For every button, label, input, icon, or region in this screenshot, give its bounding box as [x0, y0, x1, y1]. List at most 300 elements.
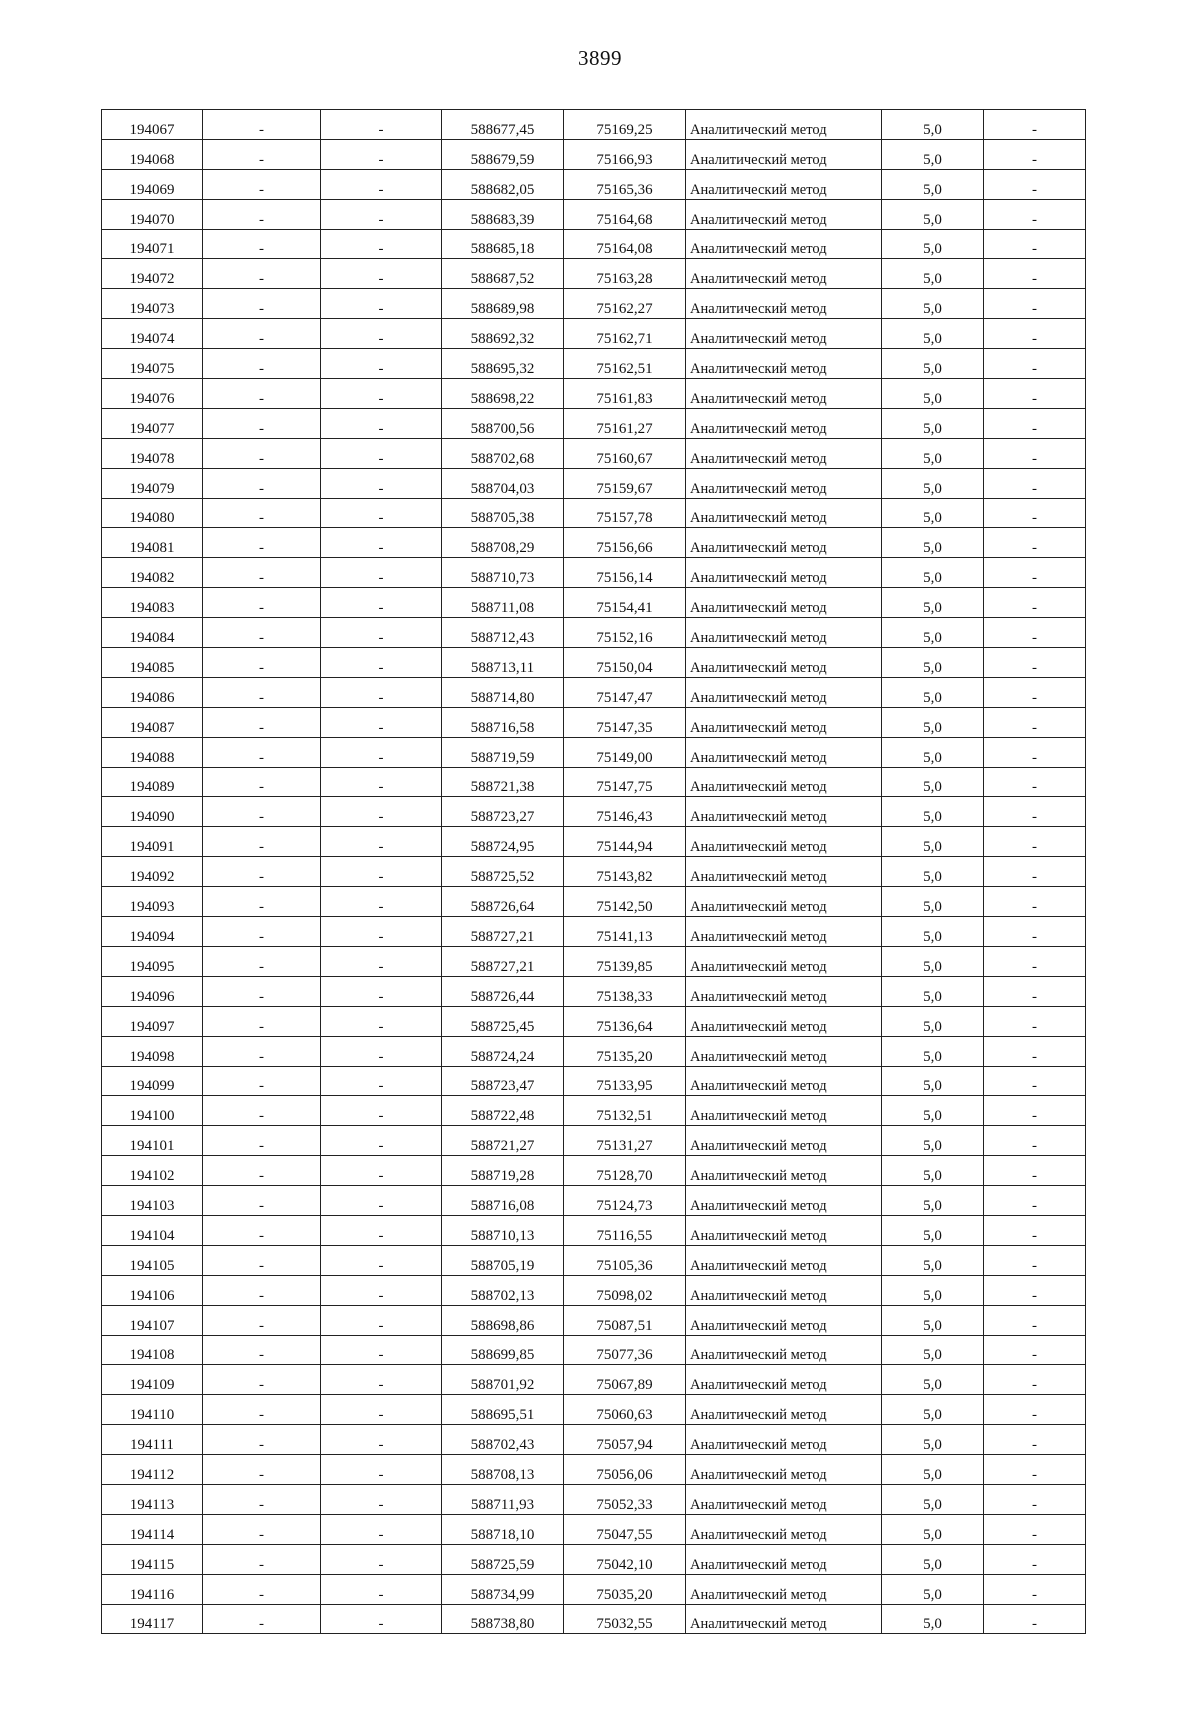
table-row [102, 827, 1086, 857]
y-coordinate-cell: 75152,16 [564, 618, 686, 648]
old-x-cell: - [203, 438, 321, 468]
table-row [102, 319, 1086, 349]
old-y-cell: - [321, 139, 442, 169]
description-cell: - [984, 767, 1086, 797]
description-cell: - [984, 1514, 1086, 1544]
old-x-cell: - [203, 528, 321, 558]
old-y-cell: - [321, 259, 442, 289]
x-coordinate-cell: 588722,48 [442, 1096, 564, 1126]
method-cell: Аналитический метод [686, 259, 882, 289]
x-coordinate-cell: 588712,43 [442, 618, 564, 648]
table-row [102, 1425, 1086, 1455]
old-y-cell: - [321, 199, 442, 229]
accuracy-cell: 5,0 [882, 767, 984, 797]
y-coordinate-cell: 75056,06 [564, 1455, 686, 1485]
y-coordinate-cell: 75160,67 [564, 438, 686, 468]
accuracy-cell: 5,0 [882, 1395, 984, 1425]
description-cell: - [984, 319, 1086, 349]
table-row [102, 408, 1086, 438]
x-coordinate-cell: 588714,80 [442, 677, 564, 707]
y-coordinate-cell: 75164,68 [564, 199, 686, 229]
accuracy-cell: 5,0 [882, 1335, 984, 1365]
accuracy-cell: 5,0 [882, 707, 984, 737]
description-cell: - [984, 1305, 1086, 1335]
y-coordinate-cell: 75052,33 [564, 1484, 686, 1514]
y-coordinate-cell: 75166,93 [564, 139, 686, 169]
y-coordinate-cell: 75128,70 [564, 1156, 686, 1186]
description-cell: - [984, 498, 1086, 528]
table-row [102, 1484, 1086, 1514]
x-coordinate-cell: 588723,47 [442, 1066, 564, 1096]
method-cell: Аналитический метод [686, 1335, 882, 1365]
method-cell: Аналитический метод [686, 887, 882, 917]
table-row [102, 1544, 1086, 1574]
y-coordinate-cell: 75136,64 [564, 1006, 686, 1036]
old-x-cell: - [203, 677, 321, 707]
old-y-cell: - [321, 767, 442, 797]
point-number-cell: 194070 [102, 199, 203, 229]
description-cell: - [984, 289, 1086, 319]
table-row [102, 976, 1086, 1006]
description-cell: - [984, 707, 1086, 737]
old-y-cell: - [321, 528, 442, 558]
description-cell: - [984, 797, 1086, 827]
old-y-cell: - [321, 648, 442, 678]
point-number-cell: 194079 [102, 468, 203, 498]
method-cell: Аналитический метод [686, 319, 882, 349]
y-coordinate-cell: 75105,36 [564, 1245, 686, 1275]
old-y-cell: - [321, 468, 442, 498]
table-row [102, 1604, 1086, 1634]
method-cell: Аналитический метод [686, 1126, 882, 1156]
old-x-cell: - [203, 498, 321, 528]
accuracy-cell: 5,0 [882, 618, 984, 648]
accuracy-cell: 5,0 [882, 677, 984, 707]
y-coordinate-cell: 75164,08 [564, 229, 686, 259]
x-coordinate-cell: 588710,13 [442, 1215, 564, 1245]
method-cell: Аналитический метод [686, 498, 882, 528]
x-coordinate-cell: 588698,22 [442, 379, 564, 409]
old-y-cell: - [321, 558, 442, 588]
point-number-cell: 194077 [102, 408, 203, 438]
old-x-cell: - [203, 199, 321, 229]
method-cell: Аналитический метод [686, 1245, 882, 1275]
table-row [102, 887, 1086, 917]
accuracy-cell: 5,0 [882, 289, 984, 319]
method-cell: Аналитический метод [686, 229, 882, 259]
accuracy-cell: 5,0 [882, 797, 984, 827]
point-number-cell: 194074 [102, 319, 203, 349]
x-coordinate-cell: 588716,08 [442, 1186, 564, 1216]
old-y-cell: - [321, 1484, 442, 1514]
method-cell: Аналитический метод [686, 648, 882, 678]
description-cell: - [984, 1484, 1086, 1514]
old-y-cell: - [321, 1215, 442, 1245]
old-y-cell: - [321, 289, 442, 319]
method-cell: Аналитический метод [686, 827, 882, 857]
table-row [102, 139, 1086, 169]
table-row [102, 289, 1086, 319]
description-cell: - [984, 946, 1086, 976]
old-x-cell: - [203, 408, 321, 438]
point-number-cell: 194106 [102, 1275, 203, 1305]
method-cell: Аналитический метод [686, 797, 882, 827]
description-cell: - [984, 737, 1086, 767]
point-number-cell: 194109 [102, 1365, 203, 1395]
x-coordinate-cell: 588698,86 [442, 1305, 564, 1335]
method-cell: Аналитический метод [686, 1186, 882, 1216]
description-cell: - [984, 1455, 1086, 1485]
old-y-cell: - [321, 618, 442, 648]
x-coordinate-cell: 588724,95 [442, 827, 564, 857]
y-coordinate-cell: 75132,51 [564, 1096, 686, 1126]
accuracy-cell: 5,0 [882, 1126, 984, 1156]
accuracy-cell: 5,0 [882, 1186, 984, 1216]
old-x-cell: - [203, 1395, 321, 1425]
description-cell: - [984, 1574, 1086, 1604]
accuracy-cell: 5,0 [882, 1604, 984, 1634]
point-number-cell: 194069 [102, 169, 203, 199]
point-number-cell: 194088 [102, 737, 203, 767]
y-coordinate-cell: 75165,36 [564, 169, 686, 199]
description-cell: - [984, 1066, 1086, 1096]
point-number-cell: 194082 [102, 558, 203, 588]
table-row [102, 588, 1086, 618]
description-cell: - [984, 1096, 1086, 1126]
old-y-cell: - [321, 946, 442, 976]
point-number-cell: 194096 [102, 976, 203, 1006]
old-x-cell: - [203, 1275, 321, 1305]
y-coordinate-cell: 75077,36 [564, 1335, 686, 1365]
y-coordinate-cell: 75131,27 [564, 1126, 686, 1156]
point-number-cell: 194072 [102, 259, 203, 289]
description-cell: - [984, 468, 1086, 498]
point-number-cell: 194081 [102, 528, 203, 558]
description-cell: - [984, 976, 1086, 1006]
point-number-cell: 194080 [102, 498, 203, 528]
table-row [102, 1215, 1086, 1245]
y-coordinate-cell: 75154,41 [564, 588, 686, 618]
point-number-cell: 194110 [102, 1395, 203, 1425]
accuracy-cell: 5,0 [882, 737, 984, 767]
table-row [102, 1275, 1086, 1305]
y-coordinate-cell: 75163,28 [564, 259, 686, 289]
description-cell: - [984, 677, 1086, 707]
old-x-cell: - [203, 259, 321, 289]
point-number-cell: 194071 [102, 229, 203, 259]
method-cell: Аналитический метод [686, 1604, 882, 1634]
point-number-cell: 194116 [102, 1574, 203, 1604]
point-number-cell: 194098 [102, 1036, 203, 1066]
x-coordinate-cell: 588713,11 [442, 648, 564, 678]
method-cell: Аналитический метод [686, 588, 882, 618]
old-y-cell: - [321, 349, 442, 379]
old-y-cell: - [321, 1574, 442, 1604]
accuracy-cell: 5,0 [882, 259, 984, 289]
x-coordinate-cell: 588708,29 [442, 528, 564, 558]
point-number-cell: 194093 [102, 887, 203, 917]
method-cell: Аналитический метод [686, 1395, 882, 1425]
method-cell: Аналитический метод [686, 1484, 882, 1514]
x-coordinate-cell: 588716,58 [442, 707, 564, 737]
old-x-cell: - [203, 1126, 321, 1156]
old-x-cell: - [203, 1096, 321, 1126]
accuracy-cell: 5,0 [882, 1455, 984, 1485]
old-y-cell: - [321, 976, 442, 1006]
point-number-cell: 194068 [102, 139, 203, 169]
old-x-cell: - [203, 857, 321, 887]
old-y-cell: - [321, 379, 442, 409]
method-cell: Аналитический метод [686, 289, 882, 319]
old-x-cell: - [203, 1604, 321, 1634]
x-coordinate-cell: 588695,32 [442, 349, 564, 379]
x-coordinate-cell: 588702,68 [442, 438, 564, 468]
old-y-cell: - [321, 917, 442, 947]
page-number: 3899 [578, 46, 622, 70]
description-cell: - [984, 1215, 1086, 1245]
point-number-cell: 194095 [102, 946, 203, 976]
x-coordinate-cell: 588719,59 [442, 737, 564, 767]
method-cell: Аналитический метод [686, 1275, 882, 1305]
table-row [102, 199, 1086, 229]
point-number-cell: 194090 [102, 797, 203, 827]
point-number-cell: 194076 [102, 379, 203, 409]
table-row [102, 707, 1086, 737]
accuracy-cell: 5,0 [882, 1544, 984, 1574]
method-cell: Аналитический метод [686, 379, 882, 409]
old-x-cell: - [203, 229, 321, 259]
table-row [102, 1574, 1086, 1604]
old-y-cell: - [321, 1096, 442, 1126]
description-cell: - [984, 229, 1086, 259]
method-cell: Аналитический метод [686, 737, 882, 767]
y-coordinate-cell: 75150,04 [564, 648, 686, 678]
old-x-cell: - [203, 110, 321, 140]
x-coordinate-cell: 588687,52 [442, 259, 564, 289]
method-cell: Аналитический метод [686, 1215, 882, 1245]
accuracy-cell: 5,0 [882, 169, 984, 199]
table-row [102, 1335, 1086, 1365]
table-row [102, 379, 1086, 409]
point-number-cell: 194087 [102, 707, 203, 737]
point-number-cell: 194085 [102, 648, 203, 678]
x-coordinate-cell: 588738,80 [442, 1604, 564, 1634]
old-x-cell: - [203, 349, 321, 379]
description-cell: - [984, 1126, 1086, 1156]
accuracy-cell: 5,0 [882, 379, 984, 409]
old-x-cell: - [203, 767, 321, 797]
table-row [102, 618, 1086, 648]
table-row [102, 1066, 1086, 1096]
old-y-cell: - [321, 707, 442, 737]
old-y-cell: - [321, 887, 442, 917]
x-coordinate-cell: 588705,38 [442, 498, 564, 528]
accuracy-cell: 5,0 [882, 199, 984, 229]
method-cell: Аналитический метод [686, 139, 882, 169]
y-coordinate-cell: 75067,89 [564, 1365, 686, 1395]
description-cell: - [984, 1275, 1086, 1305]
accuracy-cell: 5,0 [882, 1066, 984, 1096]
accuracy-cell: 5,0 [882, 1425, 984, 1455]
y-coordinate-cell: 75147,75 [564, 767, 686, 797]
method-cell: Аналитический метод [686, 468, 882, 498]
description-cell: - [984, 1425, 1086, 1455]
table-row [102, 498, 1086, 528]
y-coordinate-cell: 75159,67 [564, 468, 686, 498]
x-coordinate-cell: 588692,32 [442, 319, 564, 349]
x-coordinate-cell: 588726,44 [442, 976, 564, 1006]
old-y-cell: - [321, 1156, 442, 1186]
point-number-cell: 194097 [102, 1006, 203, 1036]
accuracy-cell: 5,0 [882, 1006, 984, 1036]
x-coordinate-cell: 588719,28 [442, 1156, 564, 1186]
accuracy-cell: 5,0 [882, 438, 984, 468]
method-cell: Аналитический метод [686, 1514, 882, 1544]
accuracy-cell: 5,0 [882, 1156, 984, 1186]
accuracy-cell: 5,0 [882, 1036, 984, 1066]
table-row [102, 1156, 1086, 1186]
accuracy-cell: 5,0 [882, 648, 984, 678]
x-coordinate-cell: 588702,13 [442, 1275, 564, 1305]
y-coordinate-cell: 75156,14 [564, 558, 686, 588]
description-cell: - [984, 618, 1086, 648]
point-number-cell: 194092 [102, 857, 203, 887]
description-cell: - [984, 528, 1086, 558]
point-number-cell: 194067 [102, 110, 203, 140]
point-number-cell: 194078 [102, 438, 203, 468]
old-x-cell: - [203, 618, 321, 648]
method-cell: Аналитический метод [686, 767, 882, 797]
y-coordinate-cell: 75157,78 [564, 498, 686, 528]
accuracy-cell: 5,0 [882, 1365, 984, 1395]
description-cell: - [984, 259, 1086, 289]
old-x-cell: - [203, 1544, 321, 1574]
table-row [102, 1365, 1086, 1395]
description-cell: - [984, 1186, 1086, 1216]
old-y-cell: - [321, 857, 442, 887]
description-cell: - [984, 110, 1086, 140]
x-coordinate-cell: 588710,73 [442, 558, 564, 588]
old-y-cell: - [321, 588, 442, 618]
description-cell: - [984, 139, 1086, 169]
x-coordinate-cell: 588725,59 [442, 1544, 564, 1574]
accuracy-cell: 5,0 [882, 1245, 984, 1275]
accuracy-cell: 5,0 [882, 468, 984, 498]
point-number-cell: 194108 [102, 1335, 203, 1365]
old-x-cell: - [203, 1215, 321, 1245]
accuracy-cell: 5,0 [882, 917, 984, 947]
table-row [102, 1186, 1086, 1216]
x-coordinate-cell: 588734,99 [442, 1574, 564, 1604]
method-cell: Аналитический метод [686, 169, 882, 199]
point-number-cell: 194105 [102, 1245, 203, 1275]
y-coordinate-cell: 75124,73 [564, 1186, 686, 1216]
method-cell: Аналитический метод [686, 1156, 882, 1186]
old-y-cell: - [321, 498, 442, 528]
coordinates-table [101, 109, 1086, 1634]
accuracy-cell: 5,0 [882, 408, 984, 438]
x-coordinate-cell: 588726,64 [442, 887, 564, 917]
point-number-cell: 194100 [102, 1096, 203, 1126]
x-coordinate-cell: 588708,13 [442, 1455, 564, 1485]
old-y-cell: - [321, 408, 442, 438]
x-coordinate-cell: 588702,43 [442, 1425, 564, 1455]
method-cell: Аналитический метод [686, 349, 882, 379]
old-x-cell: - [203, 319, 321, 349]
y-coordinate-cell: 75162,51 [564, 349, 686, 379]
method-cell: Аналитический метод [686, 707, 882, 737]
description-cell: - [984, 1006, 1086, 1036]
old-x-cell: - [203, 1245, 321, 1275]
description-cell: - [984, 1544, 1086, 1574]
description-cell: - [984, 199, 1086, 229]
old-y-cell: - [321, 169, 442, 199]
description-cell: - [984, 349, 1086, 379]
accuracy-cell: 5,0 [882, 139, 984, 169]
x-coordinate-cell: 588677,45 [442, 110, 564, 140]
accuracy-cell: 5,0 [882, 1096, 984, 1126]
y-coordinate-cell: 75169,25 [564, 110, 686, 140]
point-number-cell: 194084 [102, 618, 203, 648]
method-cell: Аналитический метод [686, 528, 882, 558]
method-cell: Аналитический метод [686, 1066, 882, 1096]
old-x-cell: - [203, 379, 321, 409]
accuracy-cell: 5,0 [882, 1215, 984, 1245]
x-coordinate-cell: 588725,52 [442, 857, 564, 887]
old-y-cell: - [321, 737, 442, 767]
y-coordinate-cell: 75162,27 [564, 289, 686, 319]
x-coordinate-cell: 588723,27 [442, 797, 564, 827]
table-row [102, 1036, 1086, 1066]
accuracy-cell: 5,0 [882, 498, 984, 528]
description-cell: - [984, 408, 1086, 438]
x-coordinate-cell: 588725,45 [442, 1006, 564, 1036]
table-row [102, 1126, 1086, 1156]
x-coordinate-cell: 588727,21 [442, 946, 564, 976]
old-y-cell: - [321, 1305, 442, 1335]
old-y-cell: - [321, 1335, 442, 1365]
x-coordinate-cell: 588721,27 [442, 1126, 564, 1156]
description-cell: - [984, 1245, 1086, 1275]
old-y-cell: - [321, 677, 442, 707]
y-coordinate-cell: 75161,83 [564, 379, 686, 409]
x-coordinate-cell: 588700,56 [442, 408, 564, 438]
old-y-cell: - [321, 1275, 442, 1305]
x-coordinate-cell: 588683,39 [442, 199, 564, 229]
point-number-cell: 194107 [102, 1305, 203, 1335]
description-cell: - [984, 438, 1086, 468]
point-number-cell: 194075 [102, 349, 203, 379]
old-x-cell: - [203, 1335, 321, 1365]
method-cell: Аналитический метод [686, 558, 882, 588]
table-row [102, 528, 1086, 558]
point-number-cell: 194113 [102, 1484, 203, 1514]
table-row [102, 438, 1086, 468]
y-coordinate-cell: 75032,55 [564, 1604, 686, 1634]
method-cell: Аналитический метод [686, 1455, 882, 1485]
method-cell: Аналитический метод [686, 1036, 882, 1066]
accuracy-cell: 5,0 [882, 558, 984, 588]
y-coordinate-cell: 75144,94 [564, 827, 686, 857]
x-coordinate-cell: 588711,08 [442, 588, 564, 618]
x-coordinate-cell: 588721,38 [442, 767, 564, 797]
old-y-cell: - [321, 1395, 442, 1425]
x-coordinate-cell: 588682,05 [442, 169, 564, 199]
point-number-cell: 194083 [102, 588, 203, 618]
accuracy-cell: 5,0 [882, 887, 984, 917]
y-coordinate-cell: 75147,35 [564, 707, 686, 737]
accuracy-cell: 5,0 [882, 110, 984, 140]
